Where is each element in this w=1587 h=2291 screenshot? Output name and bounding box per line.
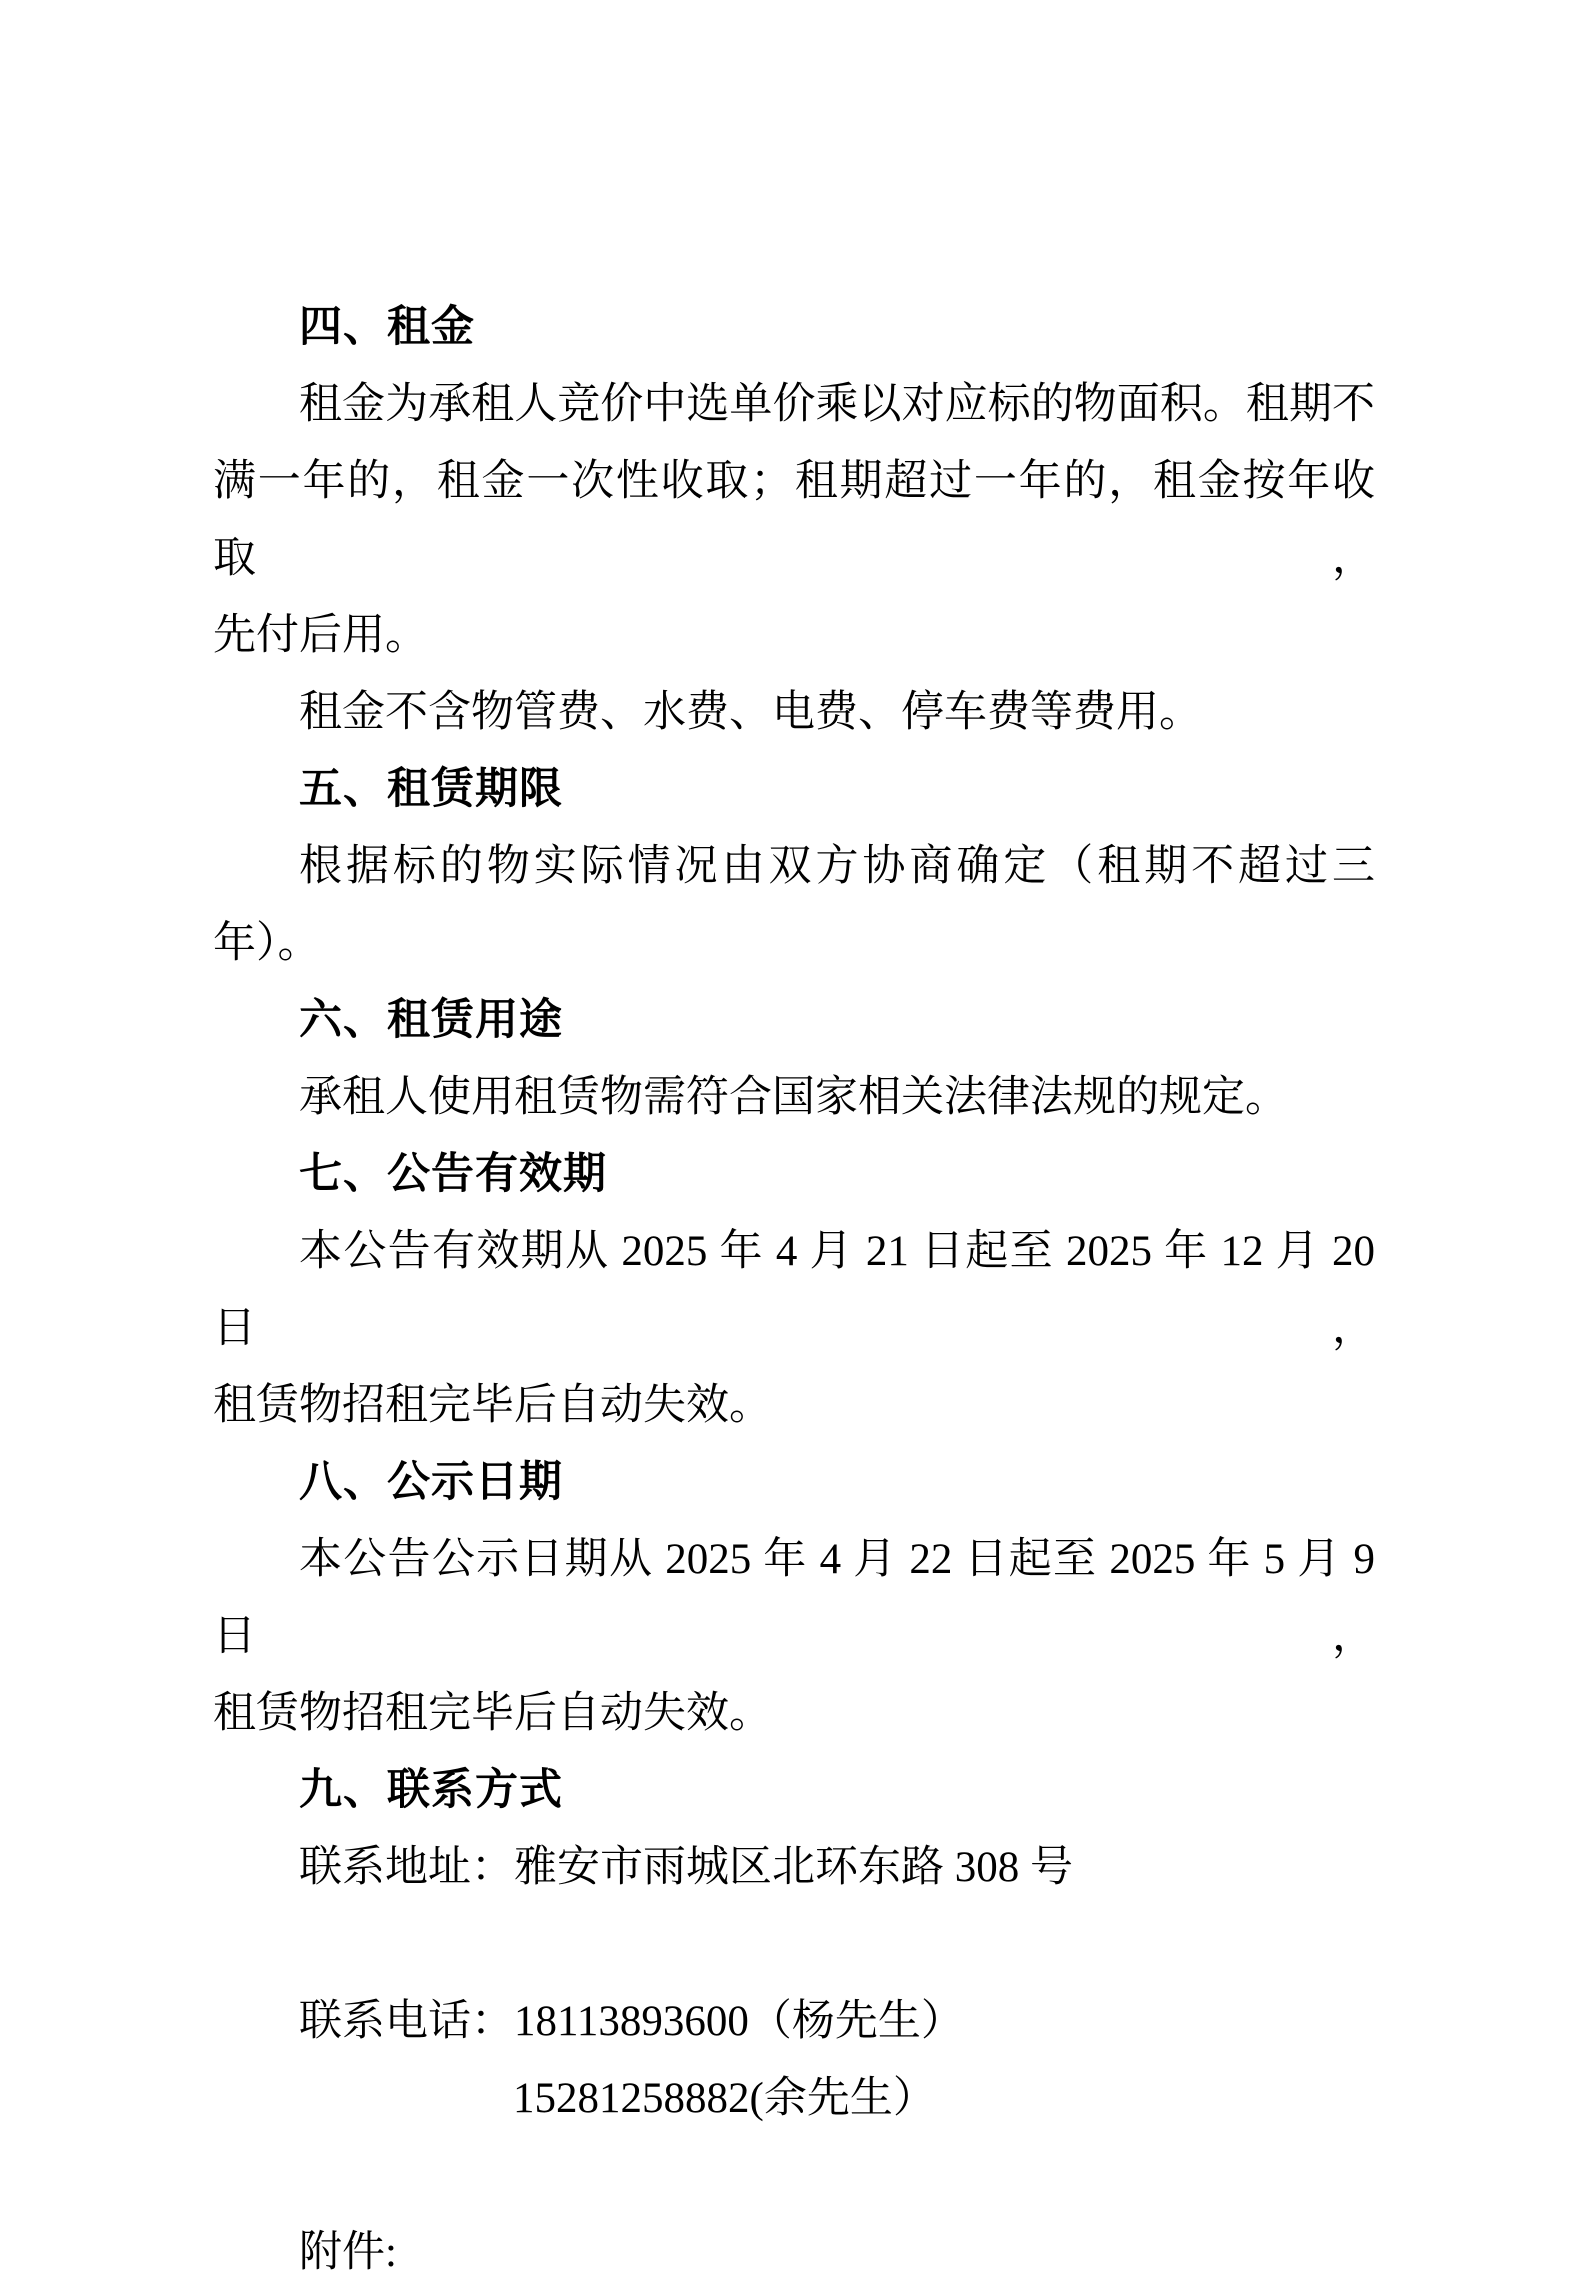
paragraph-line: 联系电话：18113893600（杨先生） [299,1998,964,2045]
section-heading: 九、联系方式 [299,1766,563,1814]
paragraph [213,1059,1375,1136]
paragraph [213,1213,1375,1444]
section-heading: 八、公示日期 [299,1458,563,1506]
paragraph-line: 满一年的，租金一次性收取；租期超过一年的，租金按年收取， [213,458,1375,582]
blank-line [213,1906,1375,1983]
paragraph-line: 联系地址：雅安市雨城区北环东路 308 号 [299,1844,1073,1891]
paragraph [213,2060,1375,2137]
document-content [213,289,1375,2291]
paragraph [213,1521,1375,1752]
paragraph-line: 租赁物招租完毕后自动失效。 [213,1382,772,1429]
paragraph-line: 租金为承租人竞价中选单价乘以对应标的物面积。租期不 [299,381,1375,428]
paragraph-line: 承租人使用租赁物需符合国家相关法律法规的规定。 [299,1074,1288,1121]
blank-line [213,2137,1375,2214]
paragraph-line: 租金不含物管费、水费、电费、停车费等费用。 [299,689,1202,736]
section-heading: 四、租金 [299,303,475,351]
section-heading: 五、租赁期限 [299,765,563,813]
paragraph-line: 根据标的物实际情况由双方协商确定（租期不超过三年）。 [213,843,1375,967]
paragraph [213,2214,1375,2291]
paragraph [213,366,1375,674]
paragraph [213,674,1375,751]
paragraph-line: 租赁物招租完毕后自动失效。 [213,1690,772,1737]
paragraph [213,1983,1375,2060]
paragraph-line: 15281258882(余先生） [513,2075,936,2122]
paragraph [213,828,1375,982]
paragraph [213,1829,1375,1906]
paragraph-line: 本公告有效期从 2025 年 4 月 21 日起至 2025 年 12 月 20 日， [213,1228,1375,1352]
section-heading: 七、公告有效期 [299,1150,607,1198]
paragraph-line: 附件: [299,2229,397,2276]
paragraph-line: 先付后用。 [213,612,428,659]
paragraph-line: 本公告公示日期从 2025 年 4 月 22 日起至 2025 年 5 月 9 日， [213,1536,1375,1660]
section-heading: 六、租赁用途 [299,996,563,1044]
